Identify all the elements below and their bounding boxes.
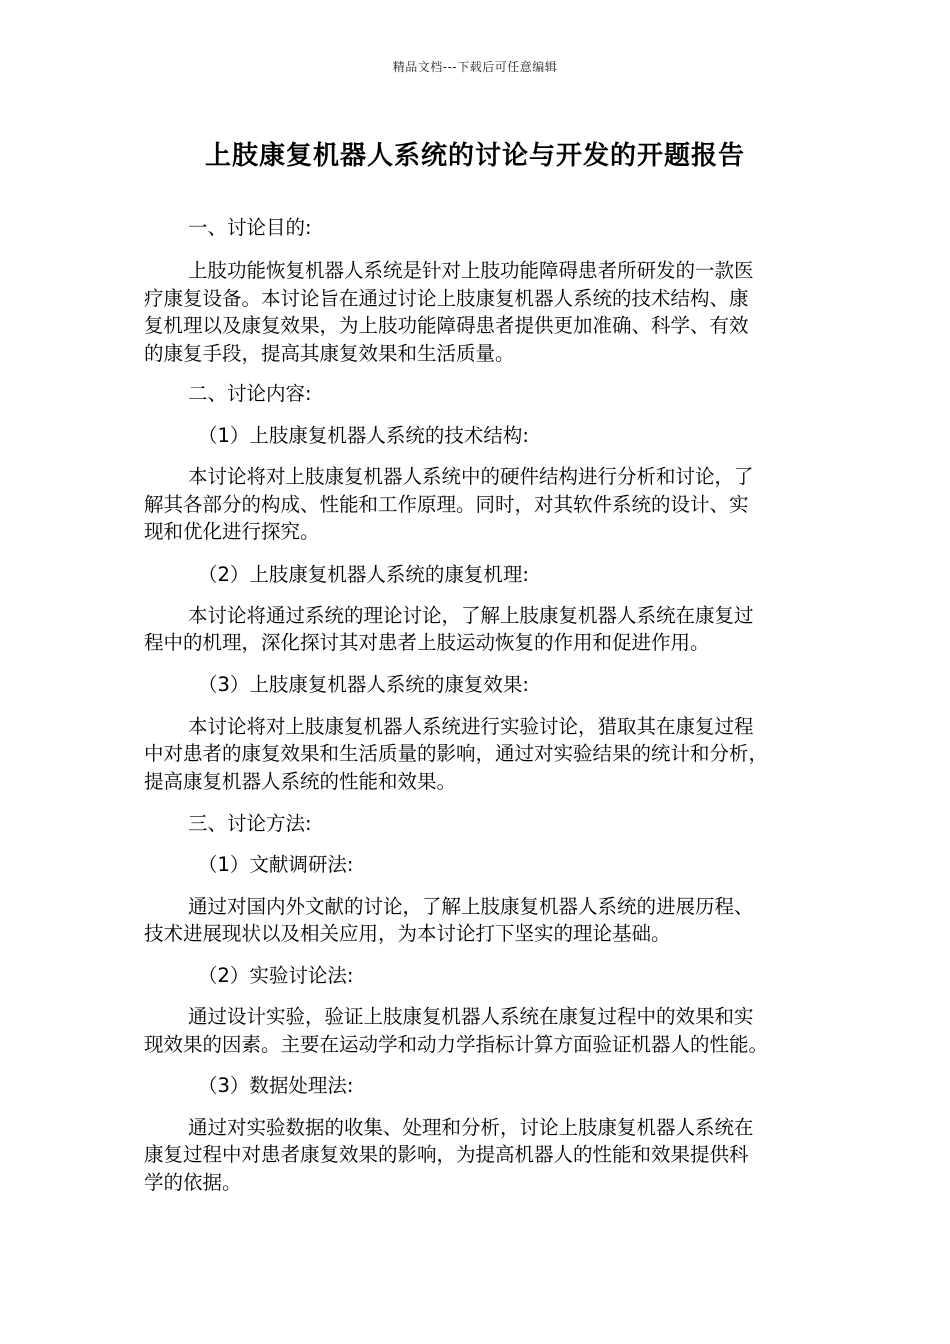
paragraph-line: 本讨论将对上肢康复机器人系统进行实验讨论，猎取其在康复过程 — [188, 715, 754, 738]
paragraph-line: 学的依据。 — [144, 1171, 242, 1194]
paragraph-line: 通过对实验数据的收集、处理和分析，讨论上肢康复机器人系统在 — [188, 1116, 754, 1139]
subsection-heading: （3）上肢康复机器人系统的康复效果: — [198, 673, 529, 696]
paragraph-line: 提高康复机器人系统的性能和效果。 — [144, 770, 457, 793]
paragraph-line: 复机理以及康复效果，为上肢功能障碍患者提供更加准确、科学、有效 — [144, 314, 749, 337]
paragraph-line: 疗康复设备。本讨论旨在通过讨论上肢康复机器人系统的技术结构、康 — [144, 287, 749, 310]
subsection-heading: （1）上肢康复机器人系统的技术结构: — [198, 424, 529, 447]
paragraph-line: 现和优化进行探究。 — [144, 520, 320, 543]
paragraph-line: 中对患者的康复效果和生活质量的影响，通过对实验结果的统计和分析， — [144, 742, 769, 765]
subsection-heading: （2）上肢康复机器人系统的康复机理: — [198, 563, 529, 586]
document-title: 上肢康复机器人系统的讨论与开发的开题报告 — [204, 141, 745, 171]
paragraph-line: 解其各部分的构成、性能和工作原理。同时，对其软件系统的设计、实 — [144, 493, 749, 516]
paragraph-line: 的康复手段，提高其康复效果和生活质量。 — [144, 342, 515, 365]
section-heading: 二、讨论内容: — [188, 382, 312, 405]
subsection-heading: （1）文献调研法: — [198, 853, 354, 876]
paragraph-line: 通过对国内外文献的讨论，了解上肢康复机器人系统的进展历程、 — [188, 895, 754, 918]
paragraph-line: 技术进展现状以及相关应用，为本讨论打下坚实的理论基础。 — [144, 922, 671, 945]
subsection-heading: （2）实验讨论法: — [198, 964, 354, 987]
page-header: 精品文档---下载后可任意编辑 — [392, 60, 558, 74]
subsection-heading: （3）数据处理法: — [198, 1074, 354, 1097]
section-heading: 三、讨论方法: — [188, 812, 312, 835]
paragraph-line: 康复过程中对患者康复效果的影响，为提高机器人的性能和效果提供科 — [144, 1143, 749, 1166]
paragraph-line: 本讨论将通过系统的理论讨论，了解上肢康复机器人系统在康复过 — [188, 604, 754, 627]
paragraph-line: 本讨论将对上肢康复机器人系统中的硬件结构进行分析和讨论，了 — [188, 465, 754, 488]
paragraph-line: 通过设计实验，验证上肢康复机器人系统在康复过程中的效果和实 — [188, 1005, 754, 1028]
paragraph-line: 程中的机理，深化探讨其对患者上肢运动恢复的作用和促进作用。 — [144, 631, 710, 654]
section-heading: 一、讨论目的: — [188, 216, 312, 239]
paragraph-line: 现效果的因素。主要在运动学和动力学指标计算方面验证机器人的性能。 — [144, 1033, 769, 1056]
paragraph-line: 上肢功能恢复机器人系统是针对上肢功能障碍患者所研发的一款医 — [188, 259, 754, 282]
